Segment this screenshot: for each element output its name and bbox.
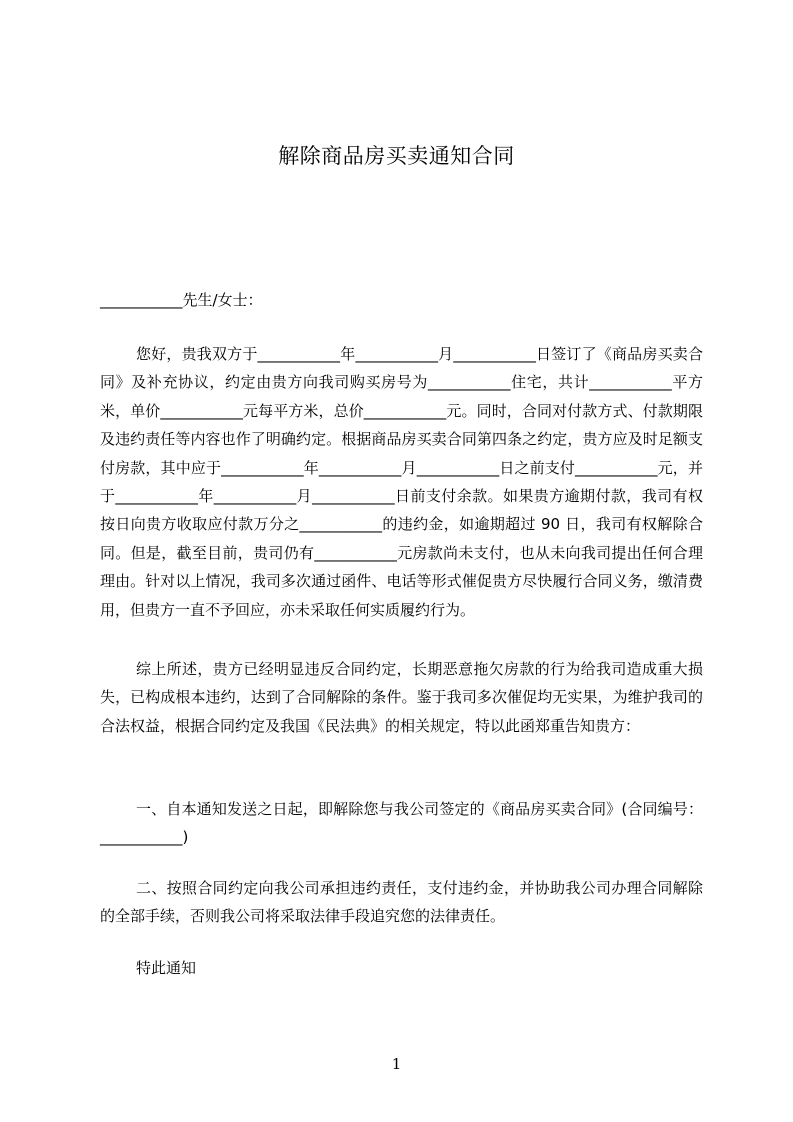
p1-text: 月 [437, 345, 454, 363]
signing-day-blank: ___________ [453, 345, 536, 363]
total-price-blank: ___________ [363, 401, 447, 420]
balance-year-blank: ___________ [115, 487, 198, 506]
penalty-rate-blank: ___________ [299, 515, 383, 534]
p1-text: 月 [401, 458, 417, 477]
p1-text: 元。同时，合同对付款方式、付款期限及违约责任等内容也作了明确约定。根据商品房买卖合同第四条之约定，贵方应及时足额支付房款，其中应于 [100, 401, 703, 477]
signing-year-blank: ___________ [257, 345, 341, 363]
balance-day-blank: ___________ [312, 487, 395, 506]
page-number: 1 [391, 1055, 402, 1073]
unit-price-blank: ___________ [160, 401, 243, 420]
salutation [100, 286, 703, 314]
p1-text: 元，并于 [100, 458, 703, 506]
payment-month-blank: ___________ [318, 458, 402, 477]
p1-text: 元每平方米，总价 [242, 401, 364, 420]
p1-text: 日签订了《商品房买卖合同》及补充协议，约定由贵方向我司购买房号为 [100, 345, 703, 392]
balance-month-blank: ___________ [213, 487, 297, 506]
payment-day-blank: ___________ [416, 458, 500, 477]
name-blank: ___________ [100, 291, 183, 309]
outstanding-amount-blank: ___________ [314, 543, 397, 562]
p1-text: 的违约金，如逾期超过 90 日，我司有权解除合同。但是，截至目前，贵司仍有 [100, 515, 703, 562]
p1-text: 月 [296, 487, 313, 506]
p1-text: 您好，贵我双方于 [136, 345, 258, 363]
signing-month-blank: ___________ [355, 345, 438, 363]
clause-one-end: ) [182, 828, 189, 847]
payment-amount-blank: ___________ [575, 458, 658, 477]
salutation-text: 先生/女士： [182, 291, 263, 309]
contract-number-blank: ___________ [100, 828, 183, 847]
p1-text: 年 [340, 345, 356, 363]
paragraph-clause-one [100, 795, 703, 852]
closing-remark: 特此通知 [136, 959, 197, 977]
payment-year-blank: ___________ [221, 458, 304, 477]
p1-text: 平方米，单价 [100, 373, 703, 420]
p1-text: 日之前支付 [499, 458, 576, 477]
area-blank: ___________ [589, 373, 672, 392]
document-title: 解除商品房买卖通知合同 [278, 144, 515, 168]
clause-one-text: 一、自本通知发送之日起，即解除您与我公司签定的《商品房买卖合同》(合同编号： [136, 800, 703, 818]
p1-text: 年 [197, 487, 214, 506]
p1-text: 年 [303, 458, 319, 477]
p1-text: 住宅，共计 [510, 373, 590, 392]
paragraph-summary: 综上所述，贵方已经明显违反合同约定，长期恶意拖欠房款的行为给我司造成重大损失，已构成根本违约，达到了合同解除的条件。鉴于我司多次催促均无实果，为维护我司的合法权益，根据合同约定及我国《民法典》的相关规定，特以此函郑重告知贵方： [100, 660, 703, 735]
room-number-blank: ___________ [428, 373, 511, 392]
p1-text: 日前支付余款。如果贵方逾期付款，我司有权按日向贵方收取应付款万分之 [100, 487, 703, 534]
p1-text: 元房款尚未支付，也从未向我司提出任何合理理由。针对以上情况，我司多次通过函件、电话等形式催促贵方尽快履行合同义务，缴清费用，但贵方一直不予回应，亦未采取任何实质履约行为。 [100, 543, 703, 619]
paragraph-contract-details [100, 340, 703, 624]
paragraph-clause-two: 二、按照合同约定向我公司承担违约责任，支付违约金，并协助我公司办理合同解除的全部手续，否则我公司将采取法律手段追究您的法律责任。 [100, 879, 703, 926]
